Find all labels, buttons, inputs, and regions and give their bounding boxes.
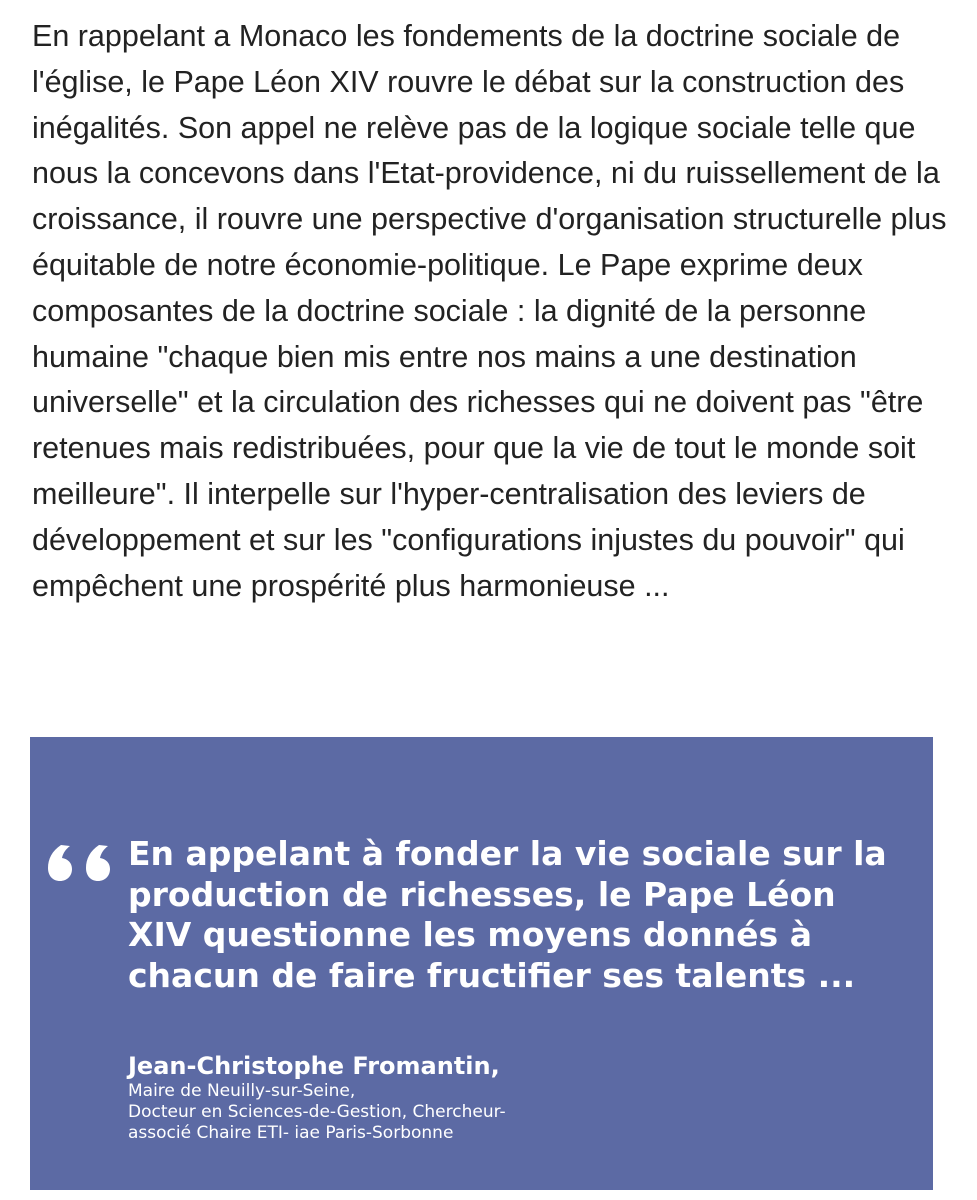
quote-text: En appelant à fonder la vie sociale sur la production de richesses, le Pape Léon XIV questionne les moyens donnés à chacun de faire fructifier ses talents ... [128,834,887,995]
author-block [128,1051,728,1144]
author-title-line: Docteur en Sciences-de-Gestion, Chercheur- [128,1102,506,1122]
author-name: Jean-Christophe Fromantin, [128,1052,500,1080]
author-title-line: associé Chaire ETI- iae Paris-Sorbonne [128,1123,454,1143]
post-text: En rappelant a Monaco les fondements de la doctrine sociale de l'église, le Pape Léon XIV rouvre le débat sur la construction des inégalités. Son appel ne relève pas de la logique sociale telle que nous la concevons dans l'Etat-providence, ni du ruissellement de la croissance, il rouvre une perspective d'organisation structurelle plus équitable de notre économie-politique. Le Pape exprime deux composantes de la doctrine sociale : la dignité de la personne humaine "chaque bien mis entre nos mains a une destination universelle" et la circulation des richesses qui ne doivent pas "être retenues mais redistribuées, pour que la vie de tout le monde soit meilleure". Il interpelle sur l'hyper-centralisation des leviers de développement et sur les "configurations injustes du pouvoir" qui empêchent une prospérité plus harmonieuse ... [32,19,947,603]
author-title-line: Maire de Neuilly-sur-Seine, [128,1081,356,1101]
quote-open-icon [46,843,112,883]
